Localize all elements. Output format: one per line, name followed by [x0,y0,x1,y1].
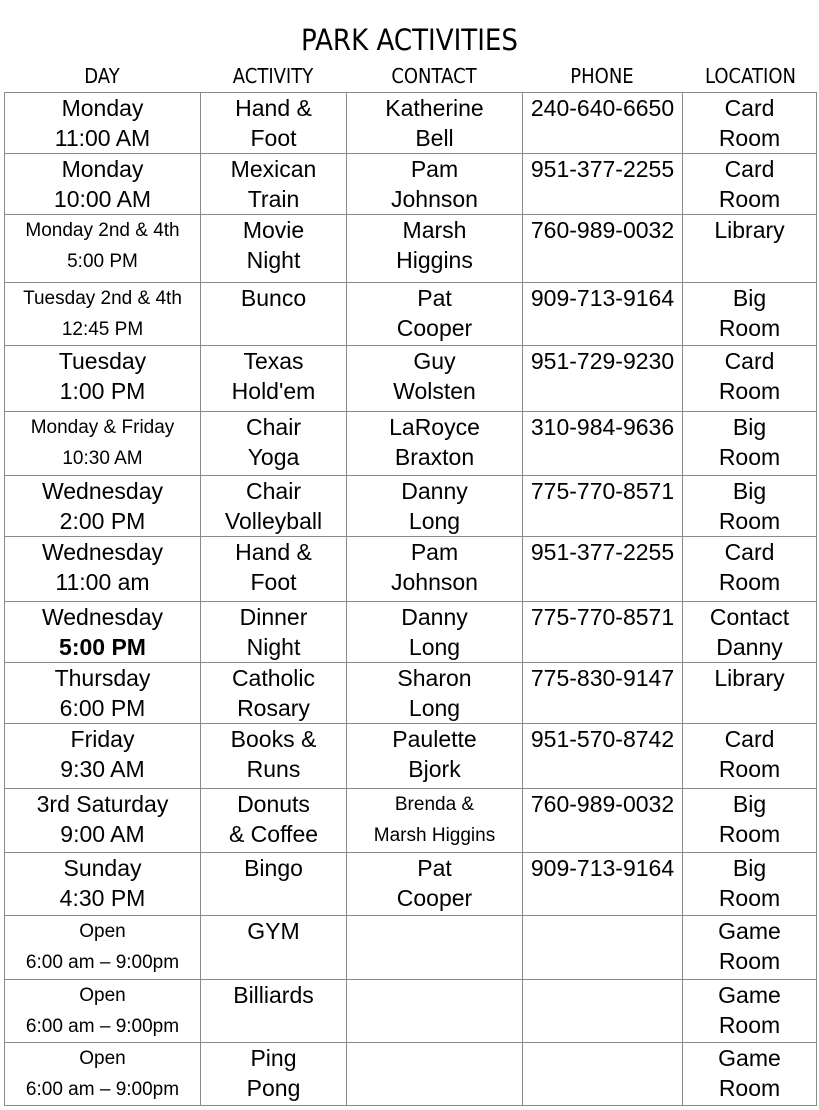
cell-line: 10:00 AM [53,186,152,212]
cell-line: Room [718,821,781,847]
day-cell [5,93,201,154]
header-activity: ACTIVITY [232,64,314,88]
cell-line: Marsh [402,217,467,243]
activity-cell [201,789,347,853]
cell-line: Wednesday [41,539,164,565]
table-row [5,346,817,412]
activity-cell [201,980,347,1043]
location-cell [683,346,817,412]
table-row [5,1043,817,1106]
cell-line: Rosary [237,695,310,721]
cell-line: Room [718,885,781,911]
cell-line: Paulette [392,726,477,752]
activity-cell [201,346,347,412]
phone-cell: 951-377-2255 [523,537,683,602]
cell-line: Room [718,315,781,341]
cell-line: Texas [243,348,304,374]
cell-line: Long [408,508,461,534]
cell-line: & Coffee [228,821,319,847]
contact-cell [347,602,523,663]
cell-line: 6:00 am – 9:00pm [25,952,180,973]
contact-cell [347,154,523,215]
cell-line: Card [724,95,775,121]
day-cell [5,663,201,724]
cell-line: Chair [246,478,301,504]
cell-line: Wolsten [393,378,476,404]
cell-line: Pat [417,855,452,881]
activity-cell [201,215,347,283]
cell-line: Game [718,982,781,1008]
cell-line: Dinner [239,604,308,630]
cell-line: Books & [230,726,317,752]
activity-cell [201,154,347,215]
cell-line: Marsh Higgins [373,825,496,846]
activity-cell [201,1043,347,1106]
contact-cell [347,93,523,154]
column-headers [0,62,819,90]
location-cell [683,93,817,154]
activity-cell [201,537,347,602]
contact-cell [347,412,523,476]
contact-cell [347,1043,523,1106]
cell-line: Catholic [231,665,316,691]
day-cell [5,789,201,853]
header-location: LOCATION [705,64,796,88]
location-cell [683,663,817,724]
contact-cell [347,346,523,412]
table-row [5,412,817,476]
cell-line: Braxton [394,444,475,470]
contact-cell [347,663,523,724]
day-cell [5,412,201,476]
cell-line: Sharon [397,665,472,691]
cell-line: Yoga [247,444,300,470]
cell-line: Hand & [235,539,312,565]
cell-line: Wednesday [41,478,164,504]
table-row [5,853,817,916]
location-cell [683,1043,817,1106]
page-title: PARK ACTIVITIES [301,23,518,57]
phone-cell [523,916,683,980]
cell-line: Higgins [396,247,473,273]
cell-line: Card [724,726,775,752]
cell-line: Tuesday 2nd & 4th [23,288,182,309]
cell-line: 6:00 am – 9:00pm [25,1079,180,1100]
table-row [5,789,817,853]
day-cell [5,154,201,215]
cell-line: Open [79,1048,126,1069]
cell-line: 10:30 AM [62,448,143,469]
contact-cell [347,853,523,916]
activity-cell [201,283,347,346]
cell-line: Monday 2nd & 4th [25,220,180,241]
phone-cell: 951-570-8742 [523,724,683,789]
activity-cell [201,916,347,980]
cell-line: Cooper [396,885,473,911]
phone-cell: 775-770-8571 [523,476,683,537]
cell-line: Big [732,414,767,440]
cell-line: 2:00 PM [59,508,146,534]
cell-line: Pam [410,539,459,565]
activity-cell [201,412,347,476]
cell-line: Room [718,378,781,404]
cell-line: Bjork [408,756,461,782]
phone-cell: 909-713-9164 [523,283,683,346]
table-row [5,663,817,724]
activities-table [4,92,817,1106]
cell-line: Mexican [230,156,317,182]
table-row [5,215,817,283]
cell-line: Game [718,1045,781,1071]
cell-line: Ping [250,1045,297,1071]
table-row [5,980,817,1043]
cell-line: Room [718,1075,781,1101]
cell-line: GYM [247,918,300,944]
location-cell [683,724,817,789]
cell-line: Cooper [396,315,473,341]
cell-line: Library [714,665,785,691]
phone-cell: 951-729-9230 [523,346,683,412]
location-cell [683,789,817,853]
cell-line: Monday & Friday [30,417,175,438]
cell-line: Big [732,855,767,881]
contact-cell [347,283,523,346]
cell-line: Pam [410,156,459,182]
table-row [5,724,817,789]
cell-line: Bell [415,125,454,151]
cell-line: Bunco [240,285,307,311]
day-cell [5,980,201,1043]
cell-line: Room [718,948,781,974]
phone-cell [523,1043,683,1106]
cell-line: Card [724,156,775,182]
location-cell [683,980,817,1043]
location-cell [683,853,817,916]
cell-line: Big [732,791,767,817]
phone-cell: 909-713-9164 [523,853,683,916]
cell-line: Room [718,1012,781,1038]
contact-cell [347,916,523,980]
cell-line: Room [718,569,781,595]
contact-cell [347,215,523,283]
activity-cell [201,476,347,537]
location-cell [683,154,817,215]
location-cell [683,283,817,346]
contact-cell [347,537,523,602]
cell-line: 9:30 AM [60,756,145,782]
day-cell [5,1043,201,1106]
location-cell [683,602,817,663]
cell-line: Night [246,634,301,660]
cell-line: 4:30 PM [59,885,146,911]
contact-cell [347,980,523,1043]
activities-table-body [5,93,817,1106]
cell-line: Long [408,695,461,721]
contact-cell [347,789,523,853]
cell-line: Hand & [235,95,312,121]
table-row [5,602,817,663]
location-cell [683,916,817,980]
table-row [5,476,817,537]
cell-line: LaRoyce [389,414,480,440]
cell-line: Friday [70,726,135,752]
cell-line: Bingo [244,855,303,881]
location-cell [683,215,817,283]
cell-line: Tuesday [58,348,147,374]
day-cell [5,476,201,537]
location-cell [683,537,817,602]
cell-line: Card [724,539,775,565]
cell-line: Donuts [237,791,310,817]
cell-line: Open [79,985,126,1006]
cell-line: 3rd Saturday [36,791,169,817]
day-cell [5,724,201,789]
cell-line: Library [714,217,785,243]
location-cell [683,412,817,476]
cell-line: Monday [61,95,144,121]
table-row [5,93,817,154]
cell-line: Big [732,285,767,311]
cell-line: Room [718,444,781,470]
cell-line: 11:00 am [55,569,150,595]
phone-cell: 310-984-9636 [523,412,683,476]
cell-line: Danny [716,634,783,660]
day-cell [5,602,201,663]
cell-line: Room [718,756,781,782]
cell-line: Thursday [54,665,151,691]
cell-line: Danny [401,478,468,504]
cell-line: Big [732,478,767,504]
cell-line: Card [724,348,775,374]
cell-line: Night [246,247,301,273]
cell-line: Katherine [385,95,484,121]
cell-line: Wednesday [41,604,164,630]
day-cell [5,346,201,412]
header-day: DAY [84,64,120,88]
cell-line: Pong [246,1075,301,1101]
cell-line: 6:00 am – 9:00pm [25,1016,180,1037]
activity-cell [201,602,347,663]
location-cell [683,476,817,537]
cell-line: Pat [417,285,452,311]
cell-line: 9:00 AM [60,821,145,847]
cell-line: Contact [709,604,790,630]
phone-cell: 775-770-8571 [523,602,683,663]
cell-line: Brenda & [394,794,475,815]
cell-line: Billiards [233,982,314,1008]
activity-cell [201,93,347,154]
cell-line: Foot [250,569,297,595]
activity-cell [201,724,347,789]
cell-line: Game [718,918,781,944]
cell-line: Volleyball [224,508,323,534]
activity-cell [201,663,347,724]
contact-cell [347,724,523,789]
day-cell [5,215,201,283]
table-row [5,537,817,602]
cell-line: Foot [250,125,297,151]
cell-line: Johnson [391,569,478,595]
phone-cell: 760-989-0032 [523,789,683,853]
phone-cell: 240-640-6650 [523,93,683,154]
contact-cell [347,476,523,537]
table-row [5,154,817,215]
day-cell [5,916,201,980]
cell-line: Danny [401,604,468,630]
table-row [5,916,817,980]
cell-line: Room [718,508,781,534]
cell-line: 6:00 PM [59,695,146,721]
cell-line: Room [718,125,781,151]
header-contact: CONTACT [391,64,477,88]
cell-line: Runs [246,756,301,782]
cell-line: 12:45 PM [61,319,144,340]
cell-line: Johnson [391,186,478,212]
cell-line: 1:00 PM [59,378,146,404]
day-cell [5,853,201,916]
cell-line: Hold'em [231,378,316,404]
cell-line: Train [247,186,300,212]
cell-line: Movie [242,217,305,243]
phone-cell: 951-377-2255 [523,154,683,215]
activity-cell [201,853,347,916]
cell-line: Monday [61,156,144,182]
table-row [5,283,817,346]
cell-line: Sunday [63,855,142,881]
phone-cell: 760-989-0032 [523,215,683,283]
cell-line: Open [79,921,126,942]
phone-cell [523,980,683,1043]
cell-line: Chair [246,414,301,440]
cell-line: Guy [413,348,456,374]
phone-cell: 775-830-9147 [523,663,683,724]
cell-line: Long [408,634,461,660]
cell-line: Room [718,186,781,212]
cell-line: 5:00 PM [67,251,138,272]
day-cell [5,283,201,346]
header-phone: PHONE [570,64,634,88]
day-cell [5,537,201,602]
cell-line: 5:00 PM [59,634,146,660]
cell-line: 11:00 AM [54,125,151,151]
